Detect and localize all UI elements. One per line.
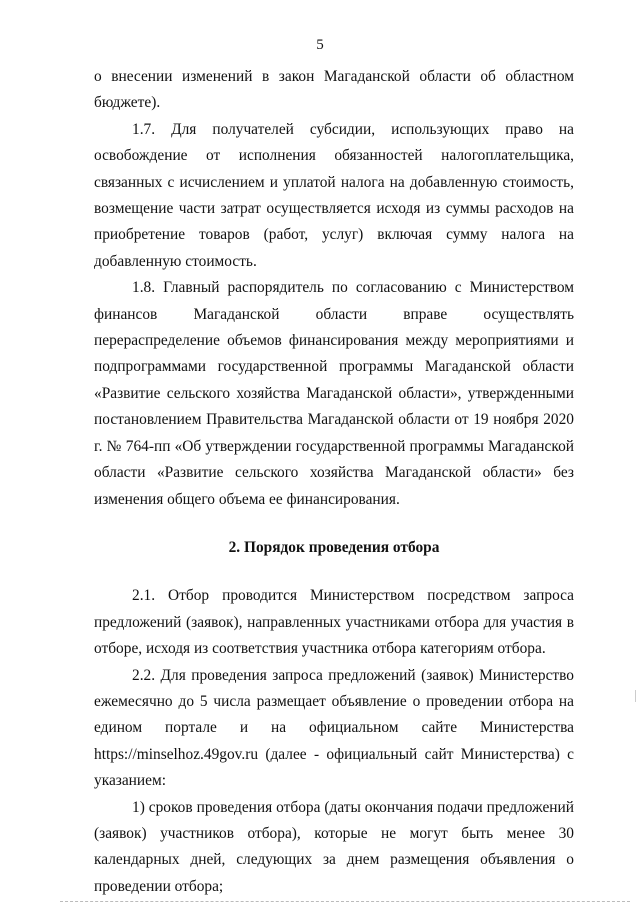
scan-bottom-edge bbox=[60, 901, 630, 903]
page-number: 5 bbox=[316, 37, 324, 53]
paragraph-1-7: 1.7. Для получателей субсидии, использующих право на освобождение от исполнения обязанностей налогоплательщика, связанных с исчислением и уплатой налога на добавленную стоимость, возмещение части затрат осуществляется исходя из суммы расходов на приобретение товаров (работ, услуг) включая сумму налога на добавленную стоимость. bbox=[94, 120, 574, 270]
document-body bbox=[94, 64, 574, 900]
paragraph-2-1: 2.1. Отбор проводится Министерством посредством запроса предложений (заявок), направленных участниками отбора для участия в отборе, исходя из соответствия участника отбора категориям отбора. bbox=[94, 587, 574, 658]
scan-margin-mark bbox=[635, 690, 636, 702]
paragraph-continuation: о внесении изменений в закон Магаданской области об областном бюджете). bbox=[94, 68, 574, 112]
paragraph-1-8: 1.8. Главный распорядитель по согласованию с Министерством финансов Магаданской области вправе осуществлять перераспределение объемов финансирования между мероприятиями и подпрограммами государственной программы Магаданской области «Развитие сельского хозяйства Магаданской области», утвержденными постановлением Правительства Магаданской области от 19 ноября 2020 г. № 764-пп «Об утверждении государственной программы Магаданской области «Развитие сельского хозяйства Магаданской области» без изменения общего объема ее финансирования. bbox=[94, 279, 574, 508]
paragraph-2-2-item-1: 1) сроков проведения отбора (даты окончания подачи предложений (заявок) участников отбора), которые не могут быть менее 30 календарных дней, следующих за днем размещения объявления о проведении отбора; bbox=[94, 798, 574, 895]
section-title: 2. Порядок проведения отбора bbox=[228, 538, 440, 556]
paragraph-2-2: 2.2. Для проведения запроса предложений (заявок) Министерство ежемесячно до 5 числа размещает объявление о проведении отбора на едином портале и на официальном сайте Министерства https://minselhoz.49gov.ru (далее - официальный сайт Министерства) с указанием: bbox=[94, 666, 574, 790]
